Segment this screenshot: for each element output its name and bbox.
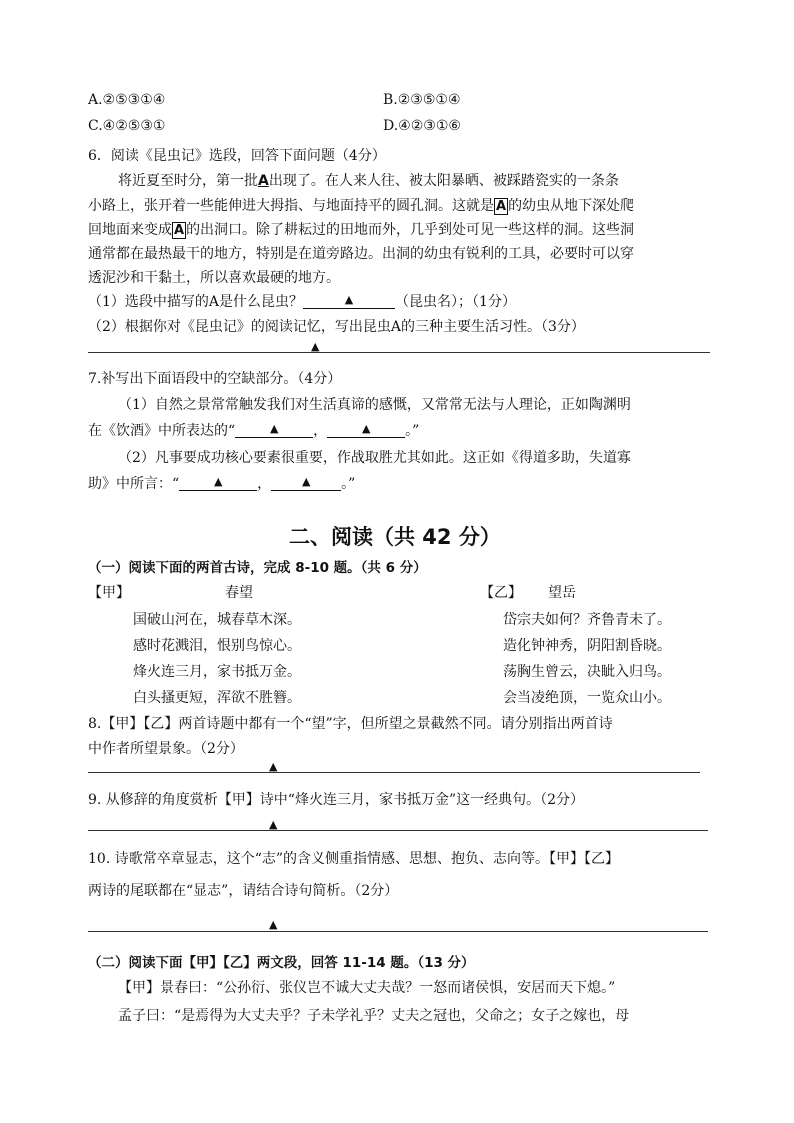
triangle-icon: ▲ xyxy=(344,293,354,306)
triangle-icon: ▲ xyxy=(301,475,311,488)
poem-jia-line: 感时花溅泪，恨别鸟惊心。 xyxy=(133,638,301,654)
q6-sub1: （1）选段中描写的A是什么昆虫？ ▲ （昆虫名）；（1分） xyxy=(88,293,516,310)
section-title: 二、阅读（共 42 分） xyxy=(289,525,501,549)
triangle-icon: ▲ xyxy=(269,760,278,773)
option-c: C.④②⑤③① xyxy=(88,118,166,134)
answer-line[interactable] xyxy=(88,931,708,932)
answer-line[interactable] xyxy=(88,772,700,773)
q7-s2-blanks: 助》中所言：“ ▲ ， ▲ 。” xyxy=(88,475,356,492)
poem-jia-tag: 【甲】 xyxy=(88,585,130,601)
poem-yi-line: 岱宗夫如何？齐鲁青未了。 xyxy=(503,612,671,628)
q8-text: 中作者所望景象。（2分） xyxy=(88,741,244,757)
q7-s1-blanks: 在《饮酒》中所表达的“ ▲ ， ▲ 。” xyxy=(88,422,420,439)
passage-line: 孟子曰：“是焉得为大丈夫乎？子未学礼乎？丈夫之冠也，父命之；女子之嫁也，母 xyxy=(118,1008,630,1024)
answer-blank[interactable] xyxy=(179,474,257,491)
poem-jia-line: 国破山河在，城春草木深。 xyxy=(133,612,301,628)
poem-yi-tag: 【乙】 xyxy=(480,585,522,601)
answer-blank[interactable] xyxy=(303,292,395,309)
q6-title: 6．阅读《昆虫记》选段，回答下面问题（4分） xyxy=(88,148,386,164)
poem-yi-line: 会当凌绝顶，一览众山小。 xyxy=(503,690,671,706)
option-b: B.②③⑤①④ xyxy=(383,92,461,108)
q7-title: 7.补写出下面语段中的空缺部分。（4分） xyxy=(88,371,342,387)
part1-title: （一）阅读下面的两首古诗，完成 8-10 题。（共 6 分） xyxy=(88,560,427,576)
q6-passage-line: 回地面来变成 A 的出洞口。除了耕耘过的田地而外，几乎到处可见一些这样的洞。这些洞 xyxy=(88,222,635,238)
answer-blank[interactable] xyxy=(235,421,313,438)
poem-yi-title: 望岳 xyxy=(548,585,576,601)
answer-blank[interactable] xyxy=(327,421,405,438)
q6-passage-line: 将近夏至时分，第一批A出现了。在人来人往、被太阳暴晒、被踩踏瓷实的一条条 xyxy=(118,173,619,189)
q6-passage-line: 透泥沙和干黏土，所以喜欢最硬的地方。 xyxy=(88,270,340,286)
poem-yi-line: 荡胸生曾云，决眦入归鸟。 xyxy=(503,664,671,680)
q7-s2: （2）凡事要成功核心要素很重要，作战取胜尤其如此。这正如《得道多助，失道寡 xyxy=(118,450,631,466)
q8-text: 8.【甲】【乙】两首诗题中都有一个“望”字，但所望之景截然不同。请分别指出两首诗 xyxy=(88,716,613,732)
q10-text: 10. 诗歌常卒章显志，这个“志”的含义侧重指情感、思想、抱负、志向等。【甲】【乙】 xyxy=(88,851,620,867)
insect-a-marker: A xyxy=(496,199,507,214)
q6-sub2: （2）根据你对《昆虫记》的阅读记忆，写出昆虫A的三种主要生活习性。（3分） xyxy=(88,319,585,335)
triangle-icon: ▲ xyxy=(213,475,223,488)
poem-jia-title: 春望 xyxy=(225,585,253,601)
triangle-icon: ▲ xyxy=(269,918,278,931)
q9-text: 9. 从修辞的角度赏析【甲】诗中“烽火连三月，家书抵万金”这一经典句。（2分） xyxy=(88,792,585,808)
triangle-icon: ▲ xyxy=(361,422,371,435)
poem-jia-line: 白头搔更短，浑欲不胜簪。 xyxy=(133,690,301,706)
answer-line[interactable] xyxy=(88,352,710,353)
poem-yi-line: 造化钟神秀，阴阳割昏晓。 xyxy=(503,638,671,654)
triangle-icon: ▲ xyxy=(269,818,278,831)
poem-jia-line: 烽火连三月，家书抵万金。 xyxy=(133,664,301,680)
q7-s1: （1）自然之景常常触发我们对生活真谛的感慨，又常常无法与人理论，正如陶渊明 xyxy=(118,397,631,413)
answer-blank[interactable] xyxy=(271,474,341,491)
q6-passage-line: 通常都在最热最干的地方，特别是在道旁路边。出洞的幼虫有锐利的工具，必要时可以穿 xyxy=(88,246,634,262)
part2-title: （二）阅读下面【甲】【乙】两文段，回答 11-14 题。（13 分） xyxy=(88,955,475,971)
insect-a-marker: A xyxy=(258,173,269,189)
insect-a-marker: A xyxy=(174,223,185,238)
q6-passage-line: 小路上，张开着一些能伸进大拇指、与地面持平的圆孔洞。这就是 A 的幼虫从地下深处爬 xyxy=(88,198,635,214)
option-a: A.②⑤③①④ xyxy=(88,92,166,108)
option-d: D.④②③①⑥ xyxy=(383,118,461,134)
q10-text: 两诗的尾联都在“显志”，请结合诗句简析。（2分） xyxy=(88,883,399,899)
answer-line[interactable] xyxy=(88,830,708,831)
triangle-icon: ▲ xyxy=(269,422,279,435)
triangle-icon: ▲ xyxy=(311,340,320,353)
passage-line: 【甲】景春曰：“公孙衍、张仪岂不诚大丈夫哉？一怒而诸侯惧，安居而天下熄。” xyxy=(118,980,616,996)
